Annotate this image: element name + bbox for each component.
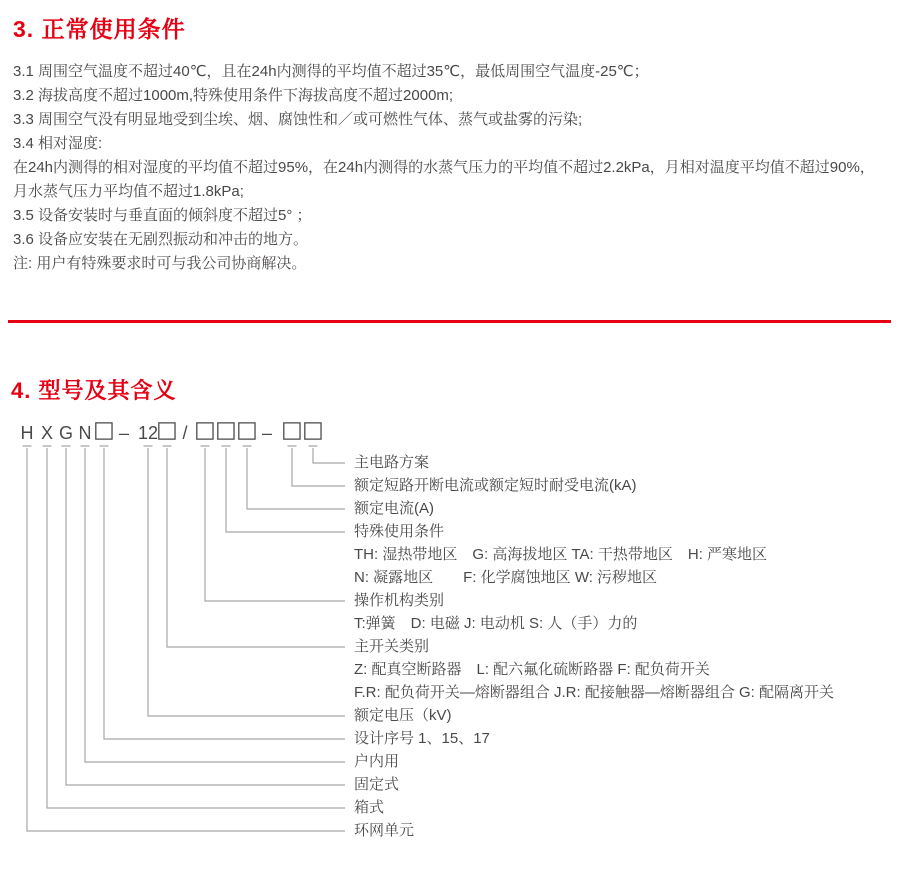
connector-line: [23, 446, 346, 831]
connector-line: [222, 446, 346, 532]
tree-label-design-serial: 设计序号 1、15、17: [354, 730, 490, 747]
model-token-box: □: [215, 417, 237, 443]
section3-body: [13, 60, 893, 276]
model-token-x: X: [40, 423, 54, 443]
model-token-12: 12: [137, 423, 159, 443]
section3-line: 3.6 设备应安装在无剧烈振动和冲击的地方。: [13, 231, 309, 248]
tree-label-box-type: 箱式: [354, 799, 385, 816]
section3-line: 3.1 周围空气温度不超过40℃，且在24h内测得的平均值不超过35℃，最低周围空气温度-25℃；: [13, 63, 649, 80]
section3-line: 3.3 周围空气没有明显地受到尘埃、烟、腐蚀性和／或可燃性气体、蒸气或盐雾的污染;: [13, 111, 583, 128]
connector-line: [163, 446, 346, 647]
tree-label-ring-unit: 环网单元: [354, 822, 415, 839]
model-token-g: G: [58, 423, 74, 443]
model-token-box: □: [236, 417, 258, 443]
section3-line: 注: 用户有特殊要求时可与我公司协商解决。: [13, 255, 307, 272]
model-token-h: H: [20, 423, 34, 443]
model-token-slash: /: [182, 423, 188, 443]
section3-line: 在24h内测得的相对湿度的平均值不超过95%，在24h内测得的水蒸气压力的平均值不超过2.2kPa，月相对温度平均值不超过90%，: [13, 159, 875, 176]
section-divider-line: [8, 320, 891, 323]
model-token-dash: –: [261, 423, 273, 443]
tree-sublabel-switch-1: Z: 配真空断路器 L: 配六氟化硫断路器 F: 配负荷开关: [354, 661, 710, 678]
tree-label-main-switch-type: 主开关类别: [354, 638, 430, 655]
connector-line: [309, 446, 346, 463]
model-token-dash: –: [118, 423, 130, 443]
section4-heading: 4. 型号及其含义: [11, 378, 177, 403]
tree-label-rated-voltage: 额定电压（kV): [354, 707, 452, 724]
tree-sublabel-climate-1: TH: 湿热带地区 G: 高海拔地区 TA: 干热带地区 H: 严寒地区: [354, 546, 768, 563]
model-token-box: □: [281, 417, 303, 443]
tree-sublabel-climate-2: N: 凝露地区 F: 化学腐蚀地区 W: 污秽地区: [354, 569, 658, 586]
connector-line: [100, 446, 346, 739]
tree-label-rated-current: 额定电流(A): [354, 500, 434, 517]
tree-sublabel-switch-2: F.R: 配负荷开关—熔断器组合 J.R: 配接触器—熔断器组合 G: 配隔离开关: [354, 684, 835, 701]
model-token-box: □: [93, 417, 115, 443]
tree-label-main-circuit: 主电路方案: [354, 454, 430, 471]
connector-line: [43, 446, 346, 808]
model-token-n: N: [78, 423, 92, 443]
tree-label-breaking-current: 额定短路开断电流或额定短时耐受电流(kA): [354, 477, 637, 494]
section3-line: 3.2 海拔高度不超过1000m,特殊使用条件下海拔高度不超过2000m;: [13, 87, 454, 104]
tree-sublabel-mechanism: T:弹簧 D: 电磁 J: 电动机 S: 人（手）力的: [354, 615, 638, 632]
tree-label-fixed-type: 固定式: [354, 776, 400, 793]
connector-line: [243, 446, 346, 509]
section3-line: 月水蒸气压力平均值不超过1.8kPa;: [13, 183, 244, 200]
tree-label-mechanism-type: 操作机构类别: [354, 592, 445, 609]
tree-label-indoor: 户内用: [354, 753, 400, 770]
model-token-box: □: [194, 417, 216, 443]
connector-line: [81, 446, 346, 762]
section3-heading: 3. 正常使用条件: [13, 16, 186, 42]
model-token-box: □: [156, 417, 178, 443]
connector-line: [288, 446, 346, 486]
tree-label-special-condition: 特殊使用条件: [354, 523, 445, 540]
connector-line: [201, 446, 346, 601]
section3-line: 3.5 设备安装时与垂直面的倾斜度不超过5° ；: [13, 207, 312, 224]
model-token-box: □: [302, 417, 324, 443]
section3-line: 3.4 相对湿度:: [13, 135, 103, 152]
connector-line: [144, 446, 346, 716]
connector-line: [62, 446, 346, 785]
